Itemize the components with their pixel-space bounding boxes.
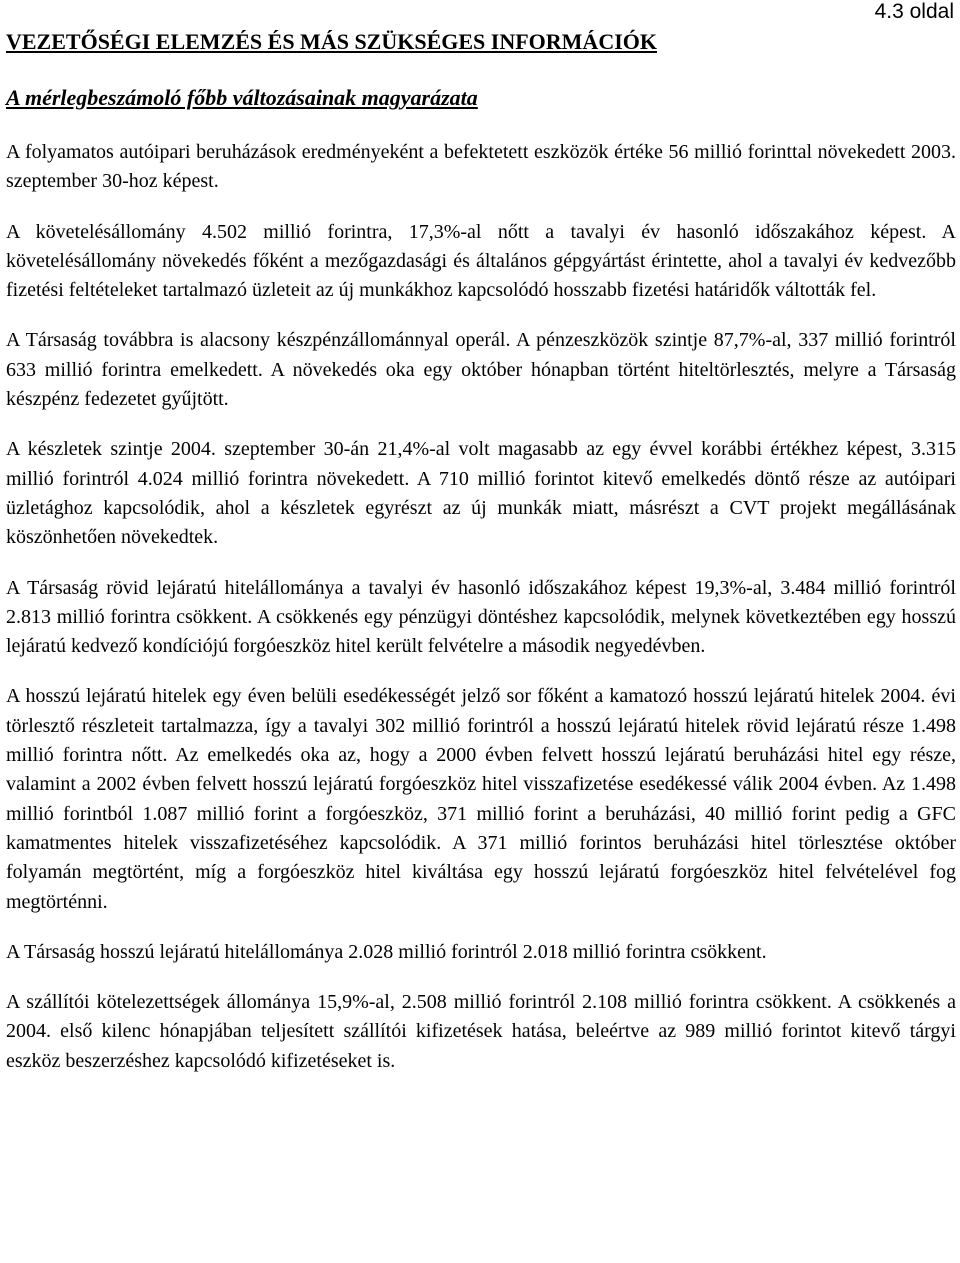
page-number: 4.3 oldal <box>874 0 954 23</box>
paragraph-long-term-loans: A Társaság hosszú lejáratú hitelállománya 2.028 millió forintról 2.018 millió forintra csökkent. <box>6 940 767 963</box>
paragraph-long-term-loans-current: A hosszú lejáratú hitelek egy éven belüli esedékességét jelző sor főként a kamatozó hosszú lejáratú hitelek 2004. évi törlesztő részleteit tartalmazza, így a tavalyi 302 millió forintról a hosszú lejáratú hitelek rövid lejáratú része 1.498 millió forintra nőtt. Az emelkedés oka az, hogy a 2000 évben felvett hosszú lejáratú beruházási hitel egy része, valamint a 2002 évben felvett hosszú lejáratú forgóeszköz hitel visszafizetése esedékessé válik 2004 évben. Az 1.498 millió forintból 1.087 millió forint a forgóeszköz, 371 millió forint a beruházási, 40 millió forint pedig a GFC kamatmentes hitelek visszafizetéséhez kapcsolódik. A 371 millió forintos beruházási hitel törlesztése október folyamán megtörtént, míg a forgóeszköz hitel kiváltása egy hosszú lejáratú forgóeszköz hitel felvételével fog megtörténni. <box>6 685 956 913</box>
paragraph-fixed-assets: A folyamatos autóipari beruházások eredményeként a befektetett eszközök értéke 56 millió forinttal növekedett 2003. szeptember 30-hoz képest. <box>6 141 956 193</box>
paragraph-short-term-loans: A Társaság rövid lejáratú hitelállománya a tavalyi év hasonló időszakához képest 19,3%-al, 3.484 millió forintról 2.813 millió forintra csökkent. A csökkenés egy pénzügyi döntéshez kapcsolódik, melynek következtében egy hosszú lejáratú kedvező kondíciójú forgóeszköz hitel került felvételre a második negyedévben. <box>6 576 956 658</box>
document-body <box>6 27 956 1076</box>
paragraph-inventory: A készletek szintje 2004. szeptember 30-án 21,4%-al volt magasabb az egy évvel korábbi értékhez képest, 3.315 millió forintról 4.024 millió forintra növekedett. A 710 millió forintot kitevő emelkedés döntő része az autóipari üzletághoz kapcsolódik, ahol a készletek egyrészt az új munkák miatt, másrészt a CVT projekt megállásának köszönhetően növekedtek. <box>6 438 956 549</box>
paragraph-receivables: A követelésállomány 4.502 millió forintra, 17,3%-al nőtt a tavalyi év hasonló időszakához képest. A követelésállomány növekedés főként a mezőgazdasági és általános gépgyártást érintette, ahol a tavalyi év kedvezőbb fizetési feltételeket tartalmazó üzleteit az új munkákhoz kapcsolódó hosszabb fizetési határidők váltották fel. <box>6 220 956 302</box>
paragraph-cash: A Társaság továbbra is alacsony készpénzállománnyal operál. A pénzeszközök szintje 87,7%-al, 337 millió forintról 633 millió forintra emelkedett. A növekedés oka egy október hónapban történt hiteltörlesztés, melyre a Társaság készpénz fedezetet gyűjtött. <box>6 329 956 411</box>
section-subtitle: A mérlegbeszámoló főbb változásainak magyarázata <box>6 85 478 110</box>
document-title: VEZETŐSÉGI ELEMZÉS ÉS MÁS SZÜKSÉGES INFORMÁCIÓK <box>6 29 657 54</box>
paragraph-payables: A szállítói kötelezettségek állománya 15,9%-al, 2.508 millió forintról 2.108 millió forintra csökkent. A csökkenés a 2004. első kilenc hónapjában teljesített szállítói kifizetések hatása, beleértve az 989 millió forintot kitevő tárgyi eszköz beszerzéshez kapcsolódó kifizetéseket is. <box>6 991 956 1072</box>
